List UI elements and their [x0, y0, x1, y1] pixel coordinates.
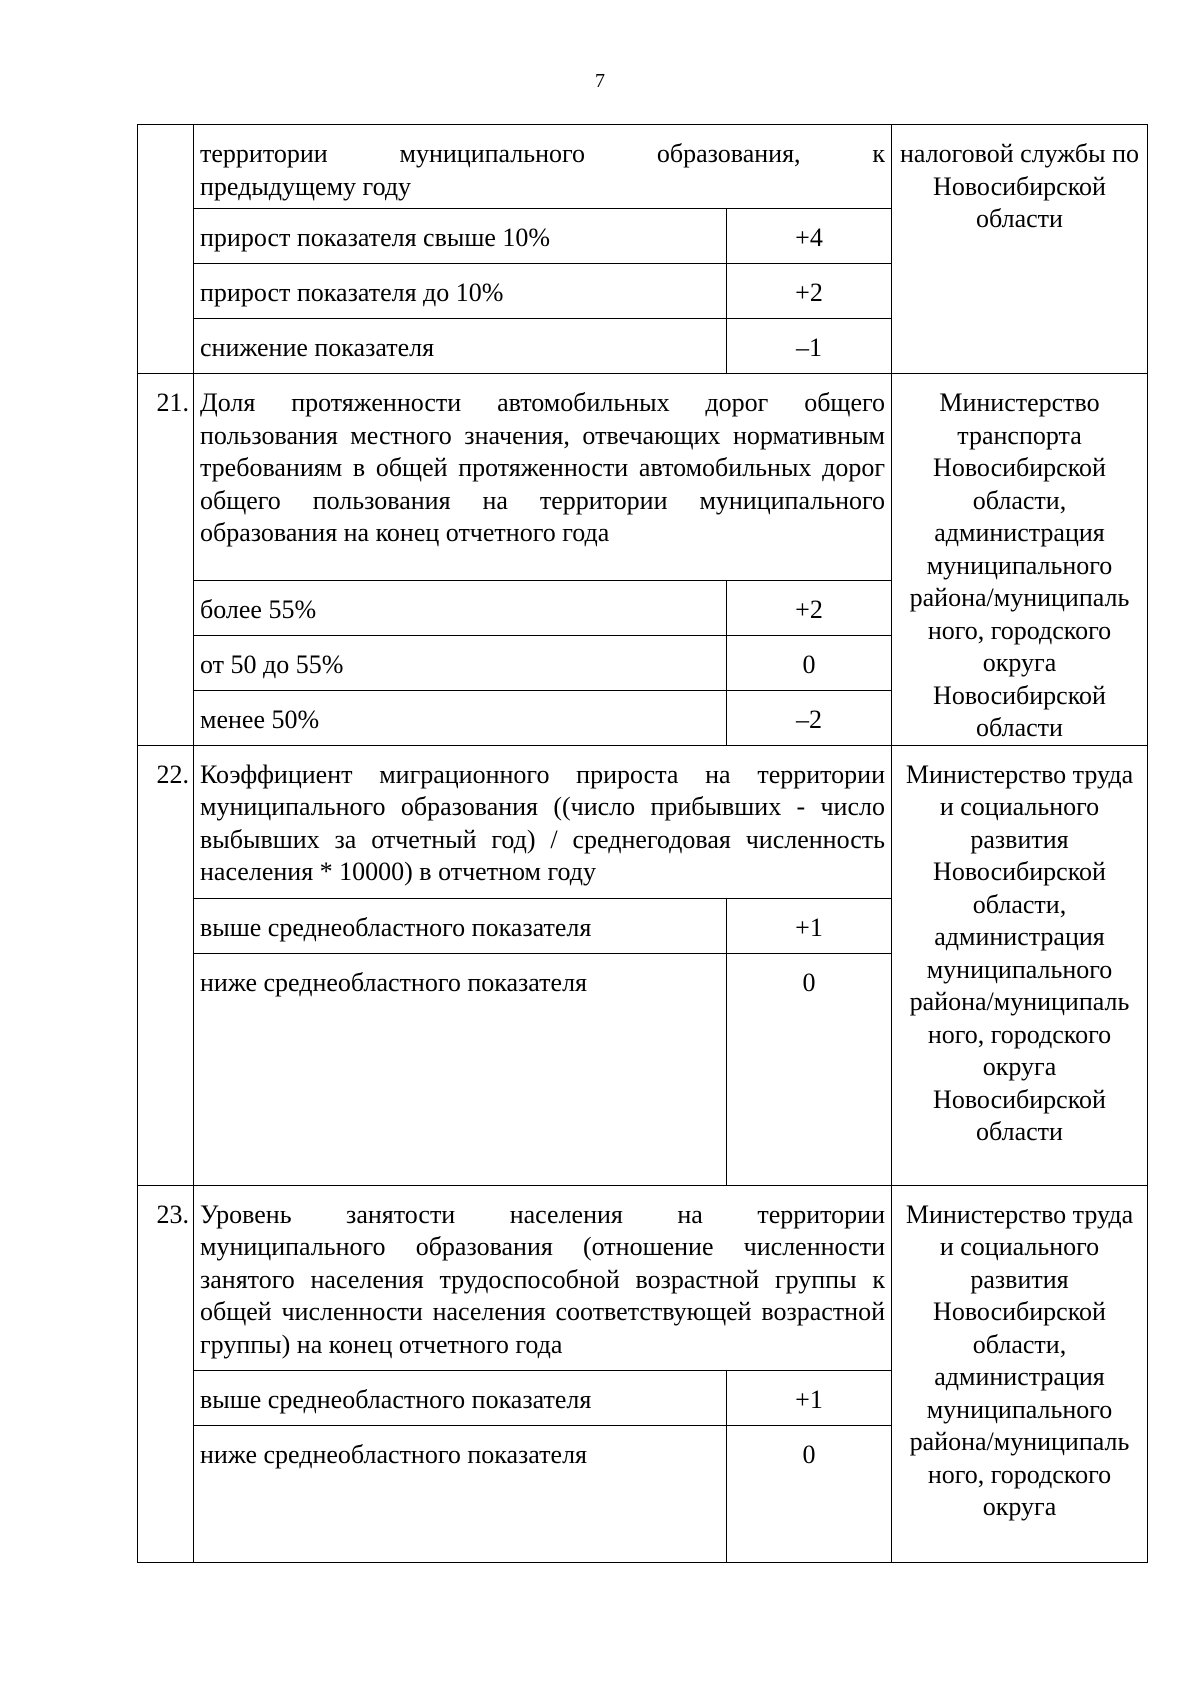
- option-label: снижение показателя: [194, 319, 727, 374]
- option-score: 0: [727, 1426, 892, 1563]
- row-number: 21.: [138, 374, 194, 746]
- option-score: –2: [727, 690, 892, 745]
- description-line: предыдущему году: [200, 171, 412, 201]
- table-row: [138, 745, 1148, 898]
- table-row: [138, 374, 1148, 581]
- responsible-authority: Министерство труда и социального развития Новосибирской области, администрация муниципального района/муниципаль ного, городского округа: [892, 1185, 1148, 1563]
- option-label: более 55%: [194, 580, 727, 635]
- criterion-description: Уровень занятости населения на территории муниципального образования (отношение численности занятого населения трудоспособной возрастной группы к общей численности населения соответствующей возрастной группы) на конец отчетного года: [194, 1185, 892, 1371]
- option-score: +2: [727, 580, 892, 635]
- responsible-authority: Министерство транспорта Новосибирской области, администрация муниципального района/муниципаль ного, городского округа Новосибирской области: [892, 374, 1148, 746]
- option-score: +4: [727, 209, 892, 264]
- option-score: 0: [727, 953, 892, 1185]
- table-row: [138, 1185, 1148, 1371]
- criteria-table: [137, 124, 1148, 1563]
- option-label: прирост показателя до 10%: [194, 264, 727, 319]
- option-score: +2: [727, 264, 892, 319]
- option-score: +1: [727, 898, 892, 953]
- page-number: 7: [595, 70, 605, 92]
- option-label: ниже среднеобластного показателя: [194, 953, 727, 1185]
- responsible-authority: Министерство труда и социального развития Новосибирской области, администрация муниципального района/муниципаль ного, городского округа Новосибирской области: [892, 745, 1148, 1185]
- row-number: 23.: [138, 1185, 194, 1563]
- criterion-description: Коэффициент миграционного прироста на территории муниципального образования ((число прибывших - число выбывших за отчетный год) / среднегодовая численность населения * 10000) в отчетном году: [194, 745, 892, 898]
- table-row: [138, 125, 1148, 209]
- criterion-description: [194, 125, 892, 209]
- row-number: 22.: [138, 745, 194, 1185]
- row-number: [138, 125, 194, 374]
- option-label: от 50 до 55%: [194, 635, 727, 690]
- option-label: выше среднеобластного показателя: [194, 1371, 727, 1426]
- option-score: –1: [727, 319, 892, 374]
- option-label: менее 50%: [194, 690, 727, 745]
- option-label: прирост показателя свыше 10%: [194, 209, 727, 264]
- description-line: территории муниципального образования, к: [200, 139, 885, 168]
- criterion-description: Доля протяженности автомобильных дорог общего пользования местного значения, отвечающих нормативным требованиям в общей протяженности автомобильных дорог общего пользования на территории муниципального образования на конец отчетного года: [194, 374, 892, 581]
- option-score: +1: [727, 1371, 892, 1426]
- option-label: ниже среднеобластного показателя: [194, 1426, 727, 1563]
- option-label: выше среднеобластного показателя: [194, 898, 727, 953]
- option-score: 0: [727, 635, 892, 690]
- responsible-authority: налоговой службы по Новосибирской области: [892, 125, 1148, 374]
